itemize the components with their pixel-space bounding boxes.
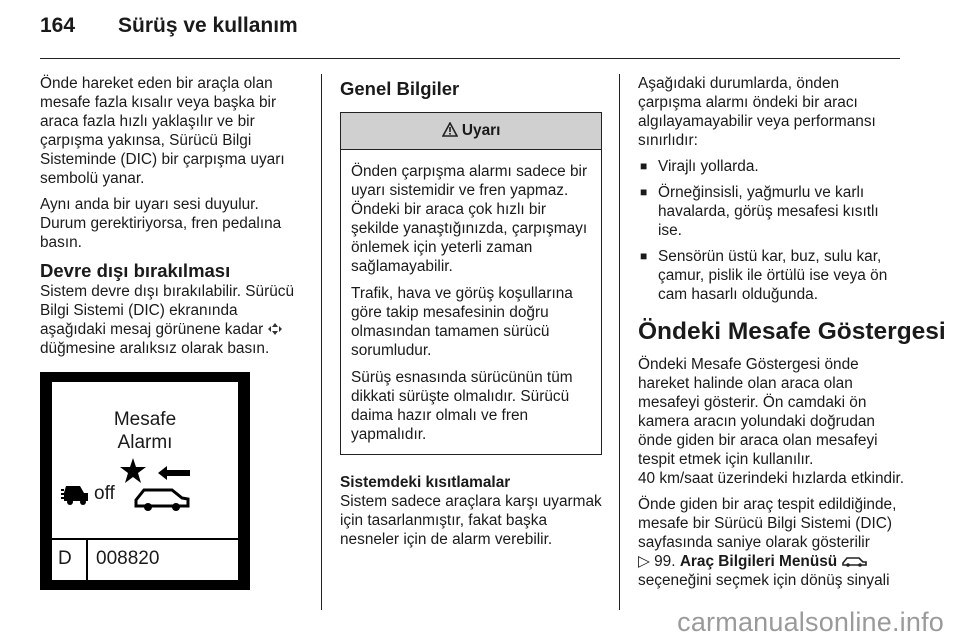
header-rule xyxy=(40,58,900,59)
paragraph-limitations-intro: Aşağıdaki durumlarda, önden çarpışma alarmı öndeki bir aracı algılayamayabilir veya performansı sınırlıdır: xyxy=(638,75,876,149)
heading-system-limits: Sistemdeki kısıtlamalar xyxy=(340,474,511,491)
column-divider-1 xyxy=(321,74,322,610)
car-side-icon xyxy=(132,482,192,512)
heading-deactivation: Devre dışı bırakılması xyxy=(40,260,231,281)
page-reference[interactable]: 99. xyxy=(654,553,676,570)
bullet-icon: ■ xyxy=(640,249,648,263)
page-title: Sürüş ve kullanım xyxy=(118,14,298,37)
watermark: carmanualsonline.info xyxy=(677,607,944,637)
car-front-icon xyxy=(60,484,90,506)
warning-header xyxy=(341,113,601,150)
paragraph-distance-indicator: Öndeki Mesafe Göstergesi önde hareket halinde olan araca olan mesafeyi gösterir. Ön camdaki ön kamera aracın yolundaki doğrudan önde giden bir araca olan mesafeyi tespit etmek için kullanılır. xyxy=(638,356,878,468)
warning-box xyxy=(340,112,602,455)
car-outline-icon xyxy=(841,555,867,567)
warning-label: Uyarı xyxy=(461,122,501,139)
warning-body xyxy=(341,150,601,454)
heading-general-info: Genel Bilgiler xyxy=(340,78,460,99)
collision-star-icon xyxy=(120,458,146,484)
display-title: Mesafe Alarmı xyxy=(113,409,177,453)
page-number: 164 xyxy=(40,14,76,37)
paragraph-system-limits: Sistem sadece araçlara karşı uyarmak için tasarlanmıştır, fakat başka nesneler için de alarm verebilir. xyxy=(340,493,602,548)
paragraph-warning-sound: Aynı anda bir uyarı sesi duyulur. Durum gerektiriyorsa, fren pedalına basın. xyxy=(40,196,282,251)
list-item: ■ Örneğinsisli, yağmurlu ve karlı havalarda, görüş mesafesi kısıtlı ise. xyxy=(640,184,879,239)
paragraph-detected-vehicle: Önde giden bir araç tespit edildiğinde, mesafe bir Sürücü Bilgi Sistemi (DIC) sayfasında saniye olarak gösterilir ▷ 99. Araç Bilgileri Menüsü seçeneğini seçmek için dönüş sinyali xyxy=(638,496,897,589)
paragraph-speed: 40 km/saat üzerindeki hızlarda etkindir. xyxy=(638,470,905,487)
bullet-icon: ■ xyxy=(640,185,648,199)
warning-triangle-icon xyxy=(442,122,458,137)
warning-paragraph-2: Trafik, hava ve görüş koşullarına göre takip mesafesinin doğru olmasından tamamen sürücü sorumludur. xyxy=(351,285,573,359)
display-footer xyxy=(52,538,238,580)
warning-paragraph-3: Sürüş esnasında sürücünün tüm dikkati sürüşte olmalıdır. Sürücü daima hazır olmalı ve fren yapmalıdır. xyxy=(351,369,573,443)
heading-distance-indicator: Öndeki Mesafe Göstergesi xyxy=(638,318,946,345)
odometer: 008820 xyxy=(96,548,160,569)
page-ref-arrow-icon: ▷ xyxy=(638,553,650,570)
column-divider-2 xyxy=(619,74,620,610)
paragraph-deactivation: Sistem devre dışı bırakılabilir. Sürücü Bilgi Sistemi (DIC) ekranında aşağıdaki mesaj görünene kadar düğmesine aralıksız olarak basın. xyxy=(40,283,295,357)
warning-paragraph-1: Önden çarpışma alarmı sadece bir uyarı sistemidir ve fren yapmaz. Öndeki bir araca çok hızlı bir şekilde yanaştığınızda, çarpışmayı önlemek için yeterli zaman sağlamayabilir. xyxy=(351,163,588,275)
dic-display xyxy=(52,382,238,580)
limitations-list xyxy=(638,157,906,304)
column-3 xyxy=(638,74,946,597)
footer-divider xyxy=(86,540,88,580)
page-header xyxy=(40,14,298,38)
list-item: ■ Sensörün üstü kar, buz, sulu kar, çamur, pislik ile örtülü ise veya ön cam hasarlı olduğunda. xyxy=(640,248,888,303)
paragraph-collision-warning: Önde hareket eden bir araçla olan mesafe fazla kısalır veya başka bir araca fazla hızlı yaklaşılır ve bir çarpışma yakınsa, Sürücü Bilgi Sisteminde (DIC) bir çarpışma uyarı sembolü yanar. xyxy=(40,75,285,187)
dic-display-image xyxy=(40,372,250,590)
gear-indicator: D xyxy=(58,548,72,569)
display-off-text: off xyxy=(94,483,115,504)
column-1 xyxy=(40,74,305,590)
column-2 xyxy=(340,74,602,556)
steering-wheel-button-icon xyxy=(268,323,282,335)
bullet-icon: ■ xyxy=(640,159,648,173)
list-item: ■ Virajlı yollarda. xyxy=(640,158,759,175)
arrow-left-icon xyxy=(158,466,190,480)
menu-reference: Araç Bilgileri Menüsü xyxy=(679,553,838,570)
